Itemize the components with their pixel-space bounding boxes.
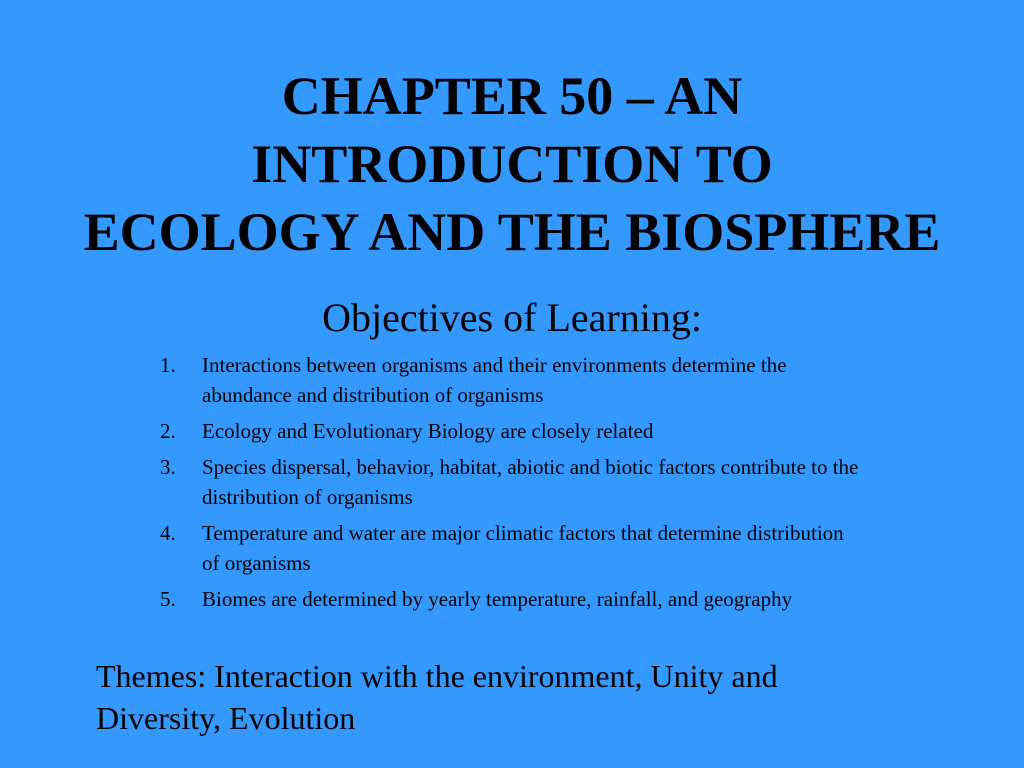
themes-text: Themes: Interaction with the environment, Unity and Diversity, Evolution bbox=[96, 658, 778, 736]
objective-number: 5. bbox=[160, 587, 176, 611]
title-line: CHAPTER 50 – AN bbox=[281, 66, 743, 126]
objective-text: Interactions between organisms and their environments determine the abundance and distribution of organisms bbox=[202, 353, 787, 407]
objective-text: Ecology and Evolutionary Biology are closely related bbox=[202, 419, 654, 443]
objective-number: 3. bbox=[160, 455, 176, 479]
objectives-heading: Objectives of Learning: bbox=[322, 295, 702, 340]
objective-item bbox=[160, 350, 860, 410]
objective-item bbox=[160, 416, 860, 446]
objective-number: 2. bbox=[160, 419, 176, 443]
objective-text: Species dispersal, behavior, habitat, abiotic and biotic factors contribute to the distribution of organisms bbox=[202, 455, 859, 509]
objective-text: Biomes are determined by yearly temperature, rainfall, and geography bbox=[202, 587, 793, 611]
objectives-list bbox=[160, 350, 860, 620]
objective-item bbox=[160, 584, 860, 614]
objective-number: 1. bbox=[160, 353, 176, 377]
objective-item bbox=[160, 518, 860, 578]
objective-text: Temperature and water are major climatic factors that determine distribution of organisms bbox=[202, 521, 844, 575]
objective-item bbox=[160, 452, 860, 512]
title-line: ECOLOGY AND THE BIOSPHERE bbox=[83, 202, 941, 262]
objective-number: 4. bbox=[160, 521, 176, 545]
title-line: INTRODUCTION TO bbox=[251, 134, 773, 194]
slide-title bbox=[0, 62, 1024, 266]
